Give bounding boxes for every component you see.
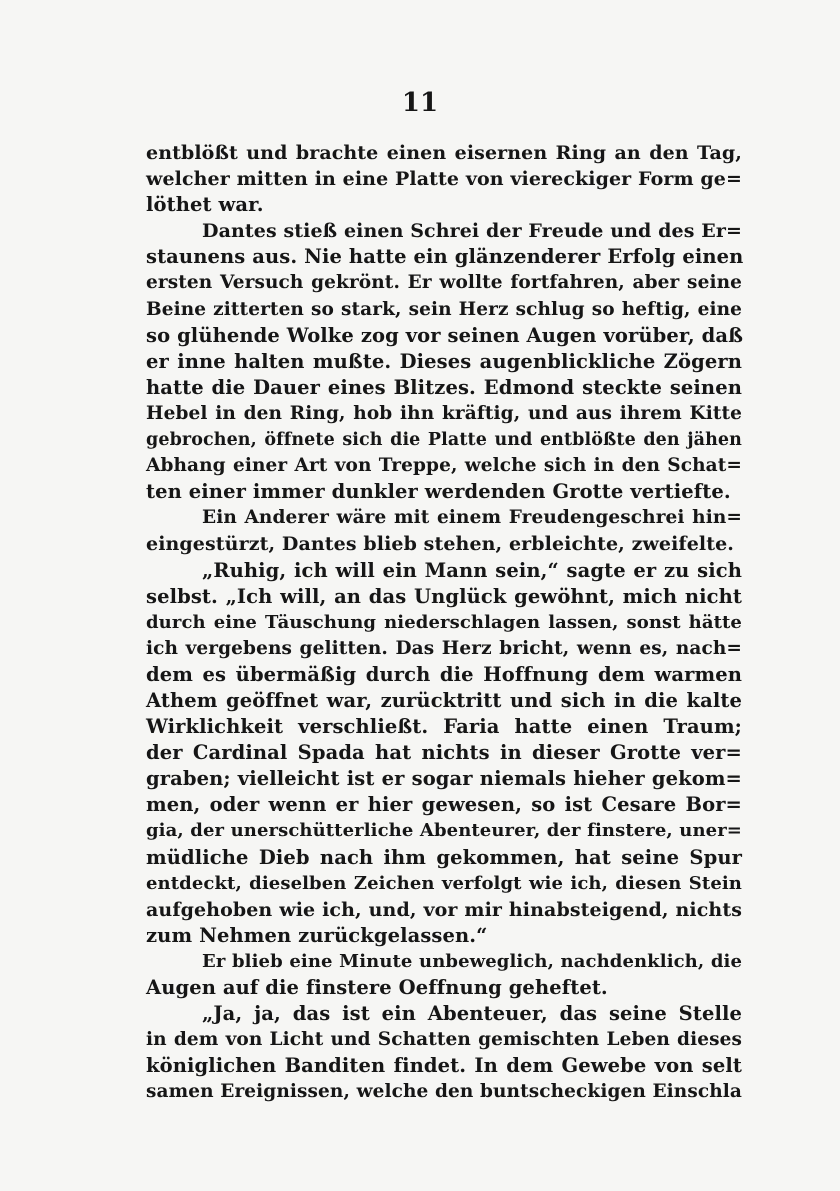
body-text bbox=[146, 140, 742, 1105]
text-line: der Cardinal Spada hat nichts in dieser Grotte ver= bbox=[146, 741, 742, 765]
text-line: ersten Versuch gekrönt. Er wollte fortfahren, aber seine bbox=[146, 272, 742, 294]
text-line: welcher mitten in eine Platte von viereckiger Form ge= bbox=[146, 168, 742, 191]
text-line: entblößt und brachte einen eisernen Ring an den Tag, bbox=[146, 142, 742, 164]
text-line: hatte die Dauer eines Blitzes. Edmond steckte seinen bbox=[146, 375, 742, 399]
text-line: men, oder wenn er hier gewesen, so ist Cesare Bor= bbox=[146, 793, 742, 817]
text-line: so glühende Wolke zog vor seinen Augen vorüber, daß bbox=[146, 323, 744, 347]
text-line: müdliche Dieb nach ihm gekommen, hat seine Spur bbox=[146, 845, 742, 869]
text-line: ich vergebens gelitten. Das Herz bricht, wenn es, nach= bbox=[146, 637, 742, 659]
text-line: staunens aus. Nie hatte ein glänzenderer Erfolg einen bbox=[146, 245, 744, 269]
text-line: entdeckt, dieselben Zeichen verfolgt wie ich, diesen Stein bbox=[146, 872, 742, 894]
text-line: in dem von Licht und Schatten gemischten Leben dieses bbox=[146, 1029, 742, 1051]
text-line: Ein Anderer wäre mit einem Freudengeschrei hin= bbox=[202, 507, 742, 529]
text-line: Augen auf die finstere Oeffnung geheftet. bbox=[146, 976, 608, 999]
text-line: Abhang einer Art von Treppe, welche sich in den Schat= bbox=[146, 455, 742, 477]
text-line: selbst. „Ich will, an das Unglück gewöhnt, mich nicht bbox=[146, 584, 742, 608]
text-line: „Ruhig, ich will ein Mann sein,“ sagte er zu sich bbox=[202, 558, 742, 582]
text-line: durch eine Täuschung niederschlagen lassen, sonst hätte bbox=[146, 611, 742, 633]
text-line: löthet war. bbox=[146, 193, 264, 217]
text-line: eingestürzt, Dantes blieb stehen, erbleichte, zweifelte. bbox=[146, 533, 734, 556]
text-line: gebrochen, öffnete sich die Platte und entblößte den jähen bbox=[146, 430, 742, 451]
text-line: zum Nehmen zurückgelassen.“ bbox=[146, 923, 488, 947]
text-line: Hebel in den Ring, hob ihn kräftig, und aus ihrem Kitte bbox=[146, 402, 742, 424]
text-line: dem es übermäßig durch die Hoffnung dem warmen bbox=[146, 662, 742, 686]
text-line: gia, der unerschütterliche Abenteurer, der finstere, uner= bbox=[146, 820, 742, 842]
text-line: Wirklichkeit verschließt. Faria hatte einen Traum; bbox=[146, 715, 742, 739]
text-line: Athem geöffnet war, zurücktritt und sich in die kalte bbox=[146, 688, 742, 712]
text-line: Beine zitterten so stark, sein Herz schlug so heftig, eine bbox=[146, 298, 742, 320]
text-line: samen Ereignissen, welche den buntscheckigen Einschla bbox=[146, 1081, 742, 1103]
text-line: königlichen Banditen findet. In dem Gewebe von selt bbox=[146, 1054, 742, 1078]
text-line: aufgehoben wie ich, und, vor mir hinabsteigend, nichts bbox=[146, 898, 742, 921]
page-number: 11 bbox=[401, 88, 439, 118]
text-line: Er blieb eine Minute unbeweglich, nachdenklich, die bbox=[202, 950, 742, 972]
text-line: ten einer immer dunkler werdenden Grotte vertiefte. bbox=[146, 480, 731, 504]
text-line: Dantes stieß einen Schrei der Freude und des Er= bbox=[202, 220, 742, 243]
text-line: graben; vielleicht ist er sogar niemals hieher gekom= bbox=[146, 767, 742, 791]
text-line: er inne halten mußte. Dieses augenblickliche Zögern bbox=[146, 349, 742, 373]
text-line: „Ja, ja, das ist ein Abenteuer, das seine Stelle bbox=[202, 1002, 742, 1026]
